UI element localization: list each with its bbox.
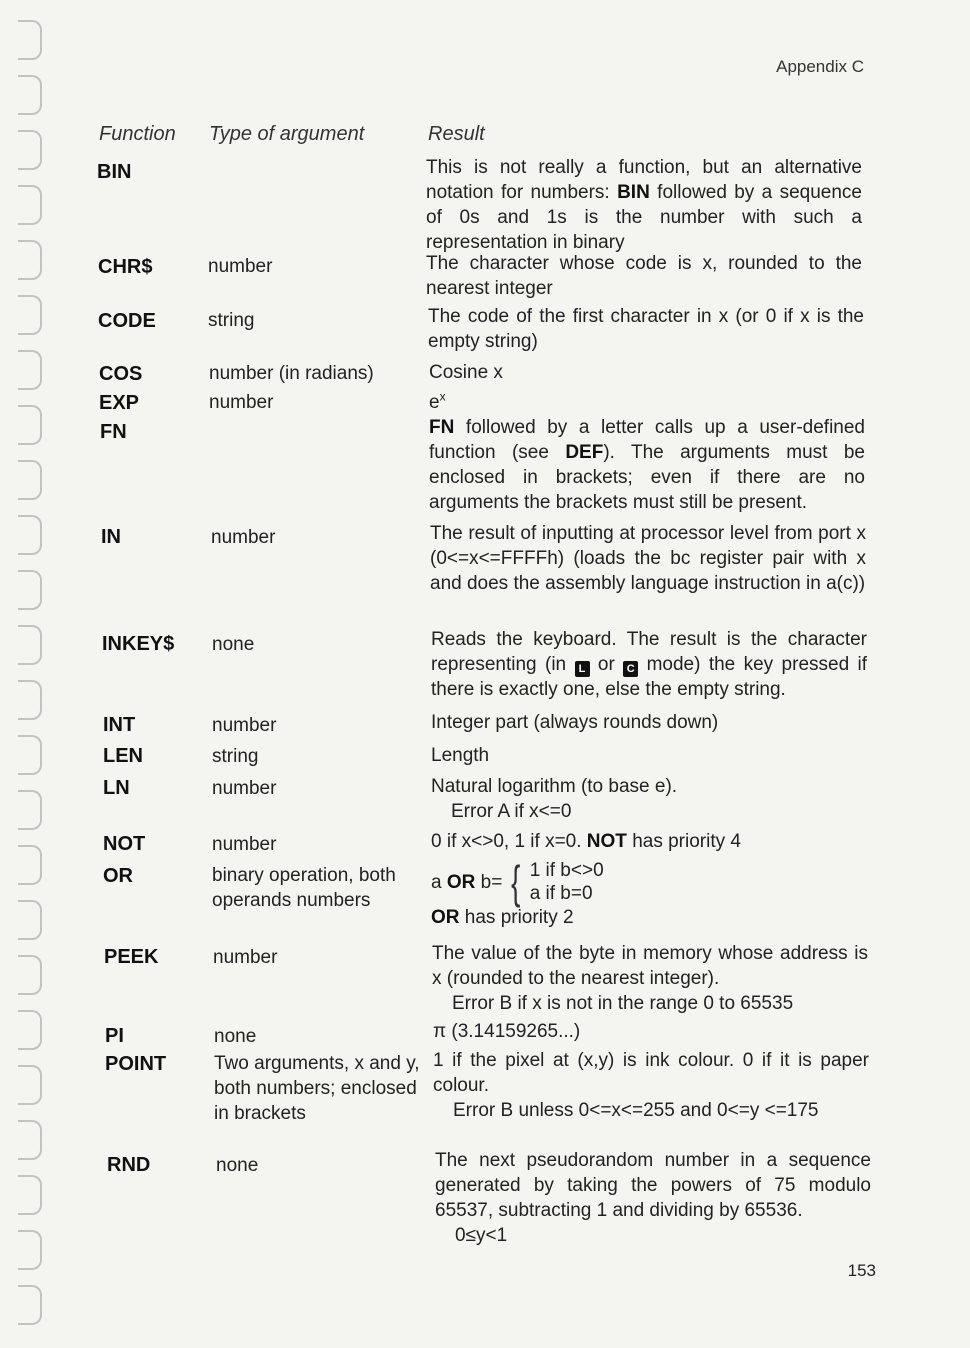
result-exp: $e^x$ [429, 389, 446, 413]
function-name-ln: LN [103, 777, 130, 799]
result-rnd: The next pseudorandom number in a sequence generated by taking the powers of 75 modulo 65537, subtracting 1 and dividing by 65536. 0≤y<1 [435, 1150, 871, 1246]
argument-type-chr: number [208, 256, 273, 277]
column-header-type: Type of argument [209, 123, 365, 145]
function-name-chr: CHR$ [98, 256, 153, 278]
function-name-exp: EXP [99, 392, 140, 414]
function-name-point: POINT [105, 1053, 167, 1075]
function-name-code: CODE [98, 310, 156, 332]
or-definition: a OR b= { 1 if b<>0 a if b=0 [431, 856, 604, 908]
argument-type-inkey: none [212, 634, 255, 655]
result-peek: The value of the byte in memory whose address is x (rounded to the nearest integer). Error B if x is not in the range 0 to 65535 [432, 943, 868, 1014]
argument-type-code: string [208, 310, 255, 331]
argument-type-in: number [211, 527, 276, 548]
function-name-fn: FN [100, 421, 127, 443]
result-fn: FN followed by a letter calls up a user-defined function (see DEF). The arguments must be enclosed in brackets; even if there are no arguments the brackets must still be present. [429, 417, 865, 513]
result-inkey: Reads the keyboard. The result is the character representing (in L or C mode) the key pressed if there is exactly one, else the empty string. [431, 629, 868, 700]
running-header: Appendix C [776, 57, 864, 76]
argument-type-cos: number (in radians) [209, 363, 374, 384]
function-name-not: NOT [103, 833, 146, 855]
function-name-int: INT [103, 714, 136, 736]
column-header-result: Result [428, 123, 485, 145]
argument-type-exp: number [209, 392, 274, 413]
result-pi: π (3.14159265...) [433, 1021, 581, 1042]
argument-type-ln: number [212, 778, 277, 799]
argument-type-pi: none [214, 1026, 257, 1047]
function-name-pi: PI [105, 1025, 124, 1047]
spiral-binding [8, 20, 52, 1330]
result-chr: The character whose code is x, rounded to the nearest integer [426, 253, 862, 299]
result-code: The code of the first character in x (or 0 if x is the empty string) [428, 306, 864, 352]
result-in: The result of inputting at processor level from port x (0<=x<=FFFFh) (loads the bc register pair with x and does the assembly language instruction in a(c)) [430, 523, 866, 594]
brace-icon: { [511, 856, 521, 908]
page-number: 153 [847, 1261, 876, 1280]
function-name-bin: BIN [97, 161, 132, 183]
l-mode-cursor-icon: L [575, 661, 590, 677]
result-point: 1 if the pixel at (x,y) is ink colour. 0 if it is paper colour. Error B unless 0<=x<=255 and 0<=y <=175 [433, 1050, 869, 1121]
argument-type-point: Two arguments, x and y, both numbers; enclosed in brackets [214, 1053, 420, 1124]
result-len: Length [431, 745, 490, 766]
function-name-in: IN [101, 526, 121, 548]
result-or: a OR b= { 1 if b<>0 a if b=0 OR has priority 2 [431, 859, 867, 930]
function-name-inkey: INKEY$ [102, 633, 175, 655]
result-ln: Natural logarithm (to base e). Error A if x<=0 [431, 776, 678, 822]
argument-type-len: string [212, 746, 259, 767]
function-name-peek: PEEK [104, 946, 159, 968]
result-not: 0 if x<>0, 1 if x=0. NOT has priority 4 [431, 831, 741, 852]
function-name-rnd: RND [107, 1154, 151, 1176]
argument-type-int: number [212, 715, 277, 736]
argument-type-or: binary operation, both operands numbers [212, 865, 396, 911]
function-name-cos: COS [99, 363, 143, 385]
result-bin: This is not really a function, but an alternative notation for numbers: BIN followed by a sequence of 0s and 1s is the number with such a representation in binary [426, 157, 862, 253]
column-header-function: Function [99, 123, 176, 145]
function-name-or: OR [103, 865, 133, 887]
c-mode-cursor-icon: C [623, 661, 638, 677]
result-cos: Cosine x [429, 362, 503, 383]
result-int: Integer part (always rounds down) [431, 712, 719, 733]
argument-type-peek: number [213, 947, 278, 968]
function-name-len: LEN [103, 745, 143, 767]
argument-type-rnd: none [216, 1155, 259, 1176]
argument-type-not: number [212, 834, 277, 855]
